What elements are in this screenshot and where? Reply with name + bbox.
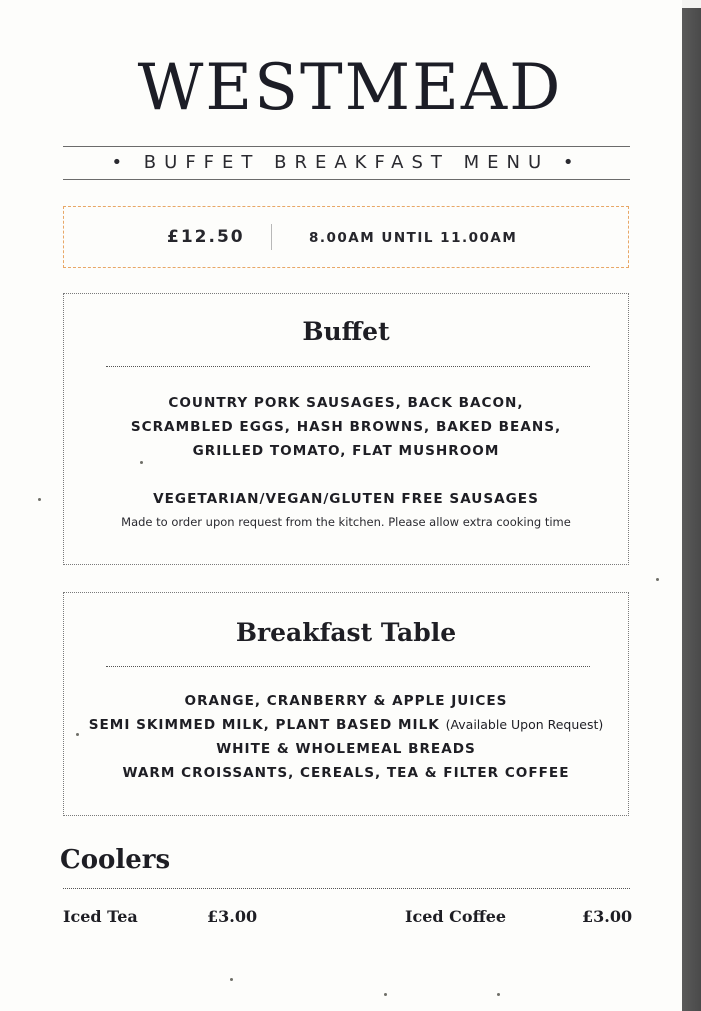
- buffet-price: £12.50: [167, 227, 245, 247]
- paper-speck: [140, 461, 143, 464]
- paper-speck: [230, 978, 233, 981]
- price-divider: [271, 224, 272, 250]
- paper-speck: [656, 578, 659, 581]
- paper-speck: [38, 498, 41, 501]
- paper-speck: [384, 993, 387, 996]
- special-diet-sausages: VEGETARIAN/VEGAN/GLUTEN FREE SAUSAGES: [153, 491, 539, 507]
- page-edge-corner: [682, 0, 701, 8]
- brand-title: WESTMEAD: [137, 51, 563, 125]
- table-item-line: WHITE & WHOLEMEAL BREADS: [216, 741, 476, 757]
- coolers-divider: [63, 888, 630, 889]
- buffet-title: Buffet: [302, 317, 390, 346]
- cooler-item-name: Iced Coffee: [405, 907, 507, 926]
- buffet-item-line: GRILLED TOMATO, FLAT MUSHROOM: [192, 443, 500, 459]
- table-item-line: WARM CROISSANTS, CEREALS, TEA & FILTER COFFEE: [122, 765, 570, 781]
- cooler-item-price: £3.00: [207, 907, 258, 926]
- serving-hours: 8.00AM UNTIL 11.00AM: [309, 230, 518, 246]
- kitchen-note: Made to order upon request from the kitchen. Please allow extra cooking time: [121, 515, 571, 529]
- buffet-item-line: COUNTRY PORK SAUSAGES, BACK BACON,: [168, 395, 524, 411]
- table-item-line: [64, 713, 628, 737]
- cooler-item-price: £3.00: [582, 907, 633, 926]
- breakfast-table-section: [63, 592, 629, 816]
- breakfast-table-title: Breakfast Table: [235, 618, 457, 647]
- buffet-divider: [106, 366, 590, 367]
- table-item-line: ORANGE, CRANBERRY & APPLE JUICES: [184, 693, 508, 709]
- milk-options: SEMI SKIMMED MILK, PLANT BASED MILK: [88, 717, 440, 733]
- paper-speck: [497, 993, 500, 996]
- header-rule-bottom: [63, 179, 630, 180]
- buffet-item-line: SCRAMBLED EGGS, HASH BROWNS, BAKED BEANS,: [130, 419, 562, 435]
- coolers-title: Coolers: [60, 845, 171, 875]
- buffet-section: [63, 293, 629, 565]
- paper-speck: [76, 733, 79, 736]
- cooler-item-name: Iced Tea: [63, 907, 138, 926]
- milk-note: (Available Upon Request): [445, 717, 604, 732]
- menu-subtitle: • BUFFET BREAKFAST MENU •: [111, 152, 582, 173]
- page-edge-shadow: [682, 0, 701, 1011]
- header-rule-top: [63, 146, 630, 147]
- breakfast-table-divider: [106, 666, 590, 667]
- price-banner: [63, 206, 629, 268]
